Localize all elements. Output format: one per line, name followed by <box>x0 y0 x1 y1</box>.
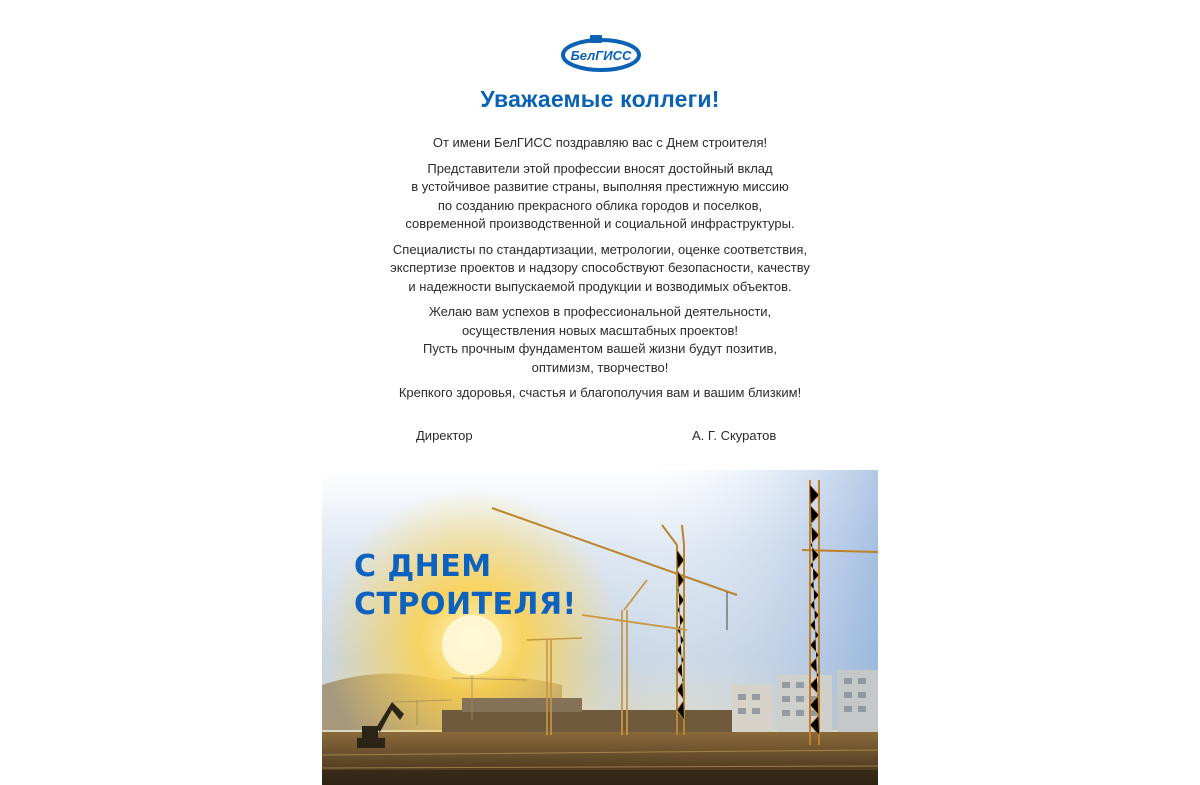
belgiss-logo <box>560 33 642 75</box>
banner-title-line-2: СТРОИТЕЛЯ! <box>354 587 577 622</box>
page-title: Уважаемые коллеги! <box>480 86 720 112</box>
banner-title-line-1: С ДНЕМ <box>354 549 492 584</box>
signature-name: А. Г. Скуратов <box>692 428 777 443</box>
construction-banner <box>322 470 878 785</box>
banner-title <box>354 548 577 624</box>
paragraph-3: Специалисты по стандартизации, метрологии, оценке соответствия, экспертизе проектов и надзору способствуют безопасности, качеству и надежности выпускаемой продукции и возводимых объектов. <box>390 241 810 294</box>
logo-text: БелГИСС <box>570 48 632 63</box>
paragraph-2: Представители этой профессии вносят достойный вклад в устойчивое развитие страны, выполняя престижную миссию по созданию прекрасного облика городов и поселков, современной производственной и социальной инфраструктуры. <box>405 160 795 231</box>
letter-body <box>350 134 850 410</box>
paragraph-5: Крепкого здоровья, счастья и благополучия вам и вашим близким! <box>398 385 802 400</box>
paragraph-4: Желаю вам успехов в профессиональной деятельности, осуществления новых масштабных проектов! Пусть прочным фундаментом вашей жизни будут позитив, оптимизм, творчество! <box>422 304 778 375</box>
signature-role: Директор <box>416 428 473 443</box>
paragraph-1: От имени БелГИСС поздравляю вас с Днем строителя! <box>432 135 768 150</box>
construction-scene <box>322 470 878 785</box>
